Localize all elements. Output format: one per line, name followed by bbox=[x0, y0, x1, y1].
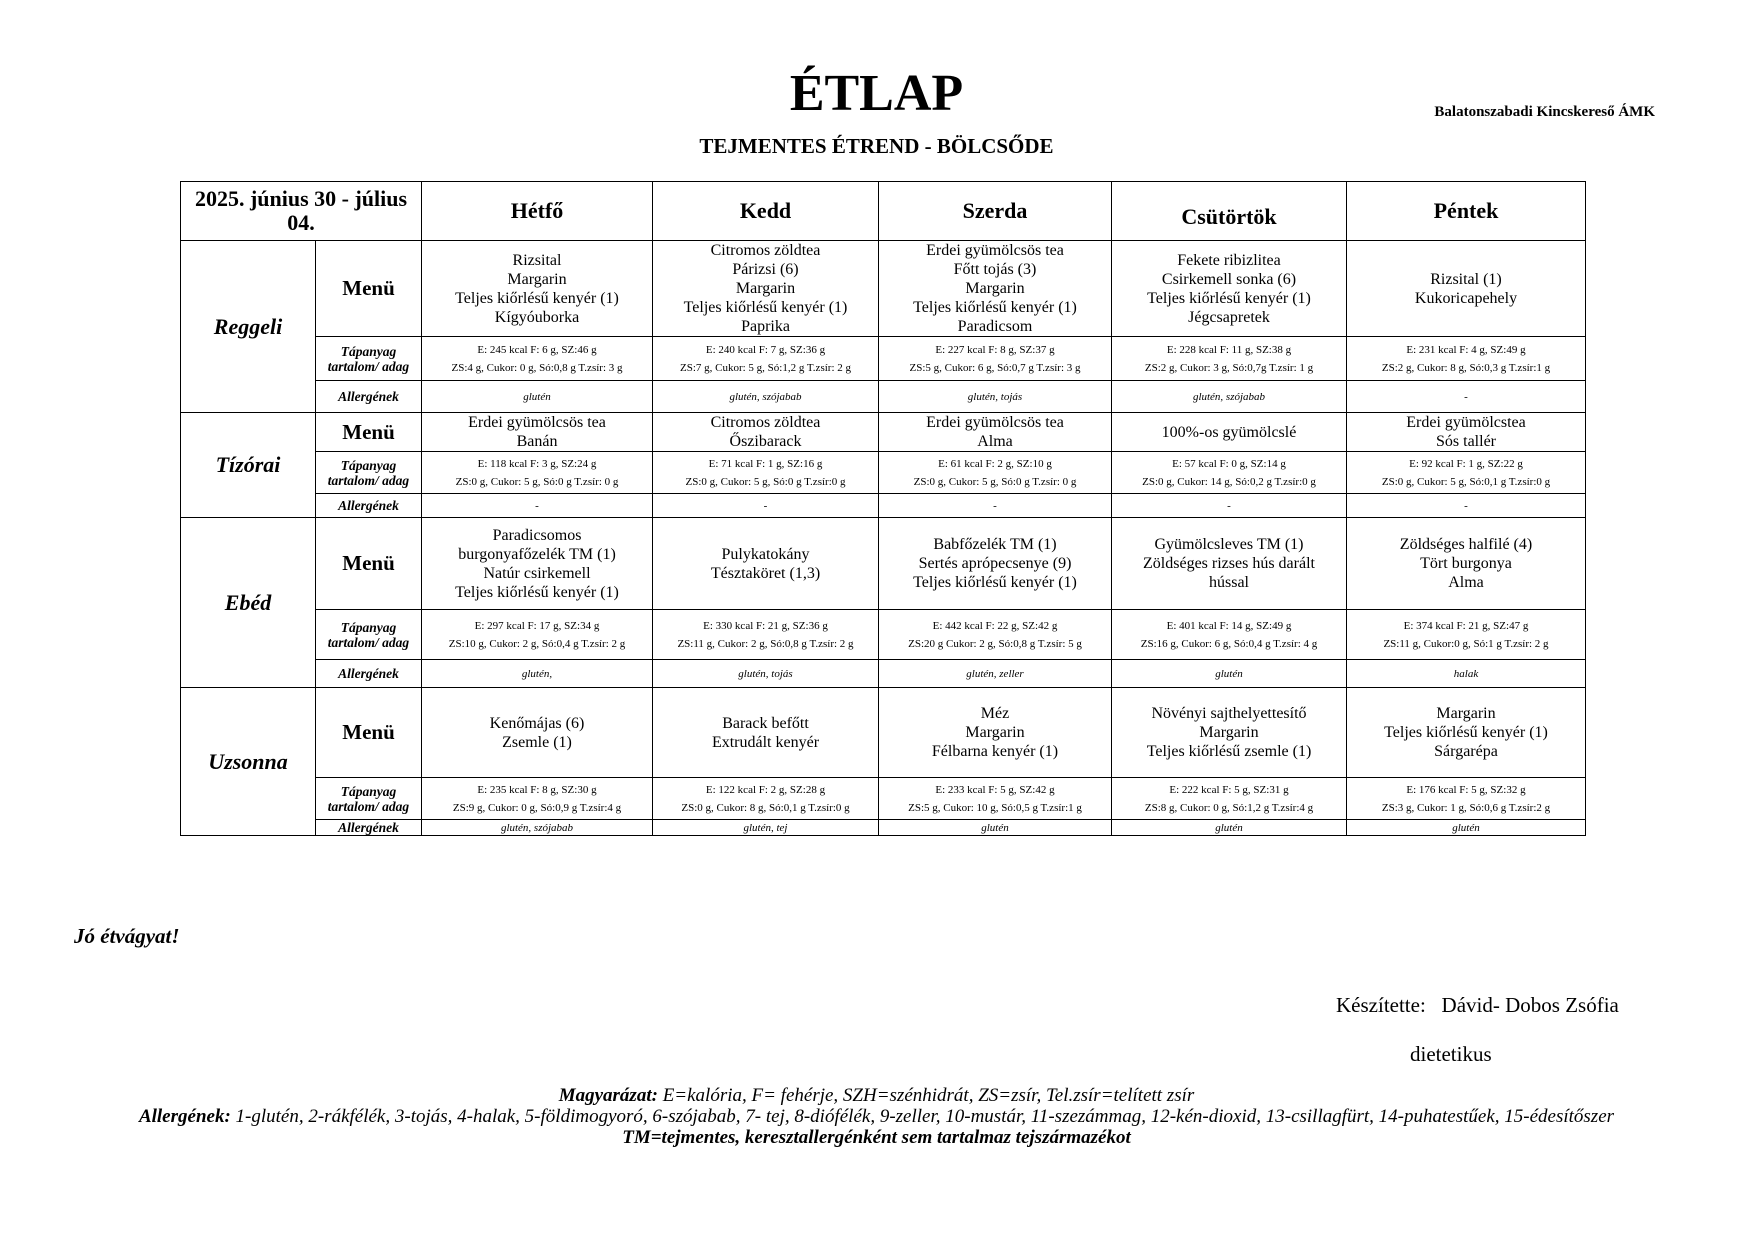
row-label-menu: Menü bbox=[316, 413, 422, 452]
menu-item: Teljes kiőrlésű zsemle (1) bbox=[1146, 743, 1312, 760]
menu-item: Sárgarépa bbox=[1434, 743, 1498, 760]
menu-cell-thursday bbox=[1112, 413, 1347, 452]
nutrient-cell-friday bbox=[1347, 452, 1586, 494]
nutrient-line: ZS:0 g, Cukor: 5 g, Só:0 g T.zsír: 0 g bbox=[455, 475, 619, 488]
menu-item: Tört burgonya bbox=[1420, 555, 1512, 572]
nutrient-line: ZS:11 g, Cukor: 2 g, Só:0,8 g T.zsír: 2 g bbox=[677, 637, 854, 650]
menu-cell-monday bbox=[422, 688, 653, 778]
nutrient-line: ZS:4 g, Cukor: 0 g, Só:0,8 g T.zsír: 3 g bbox=[451, 361, 623, 374]
greeting: Jó étvágyat! bbox=[74, 924, 180, 948]
allergen-legend-text: 1-glutén, 2-rákfélék, 3-tojás, 4-halak, 5-földimogyoró, 6-szójabab, 7- tej, 8-diófélék, 9-zeller, 10-mustár, 11-szezámmag, 12-kén-dioxid, 13-csillagfürt, 14-puhatestűek, 15-édesítőszer bbox=[230, 1106, 1615, 1127]
menu-item: Barack befőtt bbox=[722, 714, 809, 732]
menu-cell-tuesday bbox=[653, 518, 879, 610]
allergen-cell-tuesday: glutén, szójabab bbox=[653, 381, 879, 413]
menu-item: Teljes kiőrlésű kenyér (1) bbox=[1384, 724, 1548, 741]
menu-row bbox=[181, 241, 1586, 337]
menu-item: Félbarna kenyér (1) bbox=[931, 743, 1059, 760]
nutrient-line: E: 233 kcal F: 5 g, SZ:42 g bbox=[935, 783, 1055, 796]
nutrient-line: E: 71 kcal F: 1 g, SZ:16 g bbox=[708, 457, 823, 470]
menu-item: Margarin bbox=[735, 280, 796, 297]
menu-item: Babfőzelék TM (1) bbox=[933, 536, 1057, 553]
allergen-cell-monday: - bbox=[422, 494, 653, 518]
menu-item: Erdei gyümölcsös tea bbox=[926, 242, 1064, 259]
nutrient-line: ZS:0 g, Cukor: 5 g, Só:0,1 g T.zsír:0 g bbox=[1381, 475, 1551, 488]
menu-cell-friday bbox=[1347, 518, 1586, 610]
nutrient-cell-thursday bbox=[1112, 610, 1347, 660]
menu-cell-tuesday bbox=[653, 688, 879, 778]
allergen-cell-friday: halak bbox=[1347, 660, 1586, 688]
nutrient-cell-wednesday bbox=[879, 610, 1112, 660]
menu-item: Citromos zöldtea bbox=[710, 414, 821, 431]
menu-cell-friday bbox=[1347, 413, 1586, 452]
nutrient-line: ZS:5 g, Cukor: 6 g, Só:0,7 g T.zsír: 3 g bbox=[909, 361, 1081, 374]
menu-item: Pulykatokány bbox=[721, 545, 810, 563]
menu-item: Sertés aprópecsenye (9) bbox=[918, 555, 1072, 572]
allergen-row bbox=[181, 494, 1586, 518]
nutrient-cell-wednesday bbox=[879, 778, 1112, 820]
menu-item: Teljes kiőrlésű kenyér (1) bbox=[455, 583, 619, 601]
nutrient-cell-thursday bbox=[1112, 337, 1347, 381]
menu-item: Tésztaköret (1,3) bbox=[710, 564, 821, 582]
allergen-cell-monday: glutén, bbox=[422, 660, 653, 688]
nutrient-cell-friday bbox=[1347, 337, 1586, 381]
allergen-cell-monday: glutén bbox=[422, 381, 653, 413]
allergen-cell-friday: - bbox=[1347, 494, 1586, 518]
nutrient-line: ZS:0 g, Cukor: 14 g, Só:0,2 g T.zsír:0 g bbox=[1142, 475, 1316, 488]
menu-item: Jégcsapretek bbox=[1188, 308, 1270, 326]
allergen-row bbox=[181, 820, 1586, 836]
nutrient-row bbox=[181, 452, 1586, 494]
menu-item: Extrudált kenyér bbox=[711, 733, 820, 751]
allergen-cell-wednesday: - bbox=[879, 494, 1112, 518]
author: Készítette: Dávid- Dobos Zsófia bbox=[1336, 993, 1619, 1017]
menu-item: burgonyafőzelék TM (1) bbox=[458, 545, 616, 563]
nutrient-cell-thursday bbox=[1112, 778, 1347, 820]
menu-item: Margarin bbox=[965, 724, 1025, 741]
allergen-row bbox=[181, 660, 1586, 688]
menu-table bbox=[180, 181, 1586, 836]
menu-item: Méz bbox=[980, 705, 1010, 722]
nutrient-cell-monday bbox=[422, 610, 653, 660]
menu-item: Alma bbox=[1448, 574, 1484, 591]
menu-item: Citromos zöldtea bbox=[710, 242, 821, 259]
nutrient-line: ZS:3 g, Cukor: 1 g, Só:0,6 g T.zsír:2 g bbox=[1381, 801, 1551, 814]
nutrient-line: E: 222 kcal F: 5 g, SZ:31 g bbox=[1169, 783, 1289, 796]
row-label-nutrient: Tápanyag tartalom/ adag bbox=[316, 610, 422, 660]
menu-item: Erdei gyümölcsös tea bbox=[926, 414, 1064, 431]
legend-line bbox=[100, 1085, 1653, 1106]
tm-note: TM=tejmentes, keresztallergénként sem tartalmaz tejszármazékot bbox=[622, 1127, 1131, 1148]
menu-row bbox=[181, 518, 1586, 610]
legend-label: Magyarázat: bbox=[558, 1085, 658, 1106]
author-role: dietetikus bbox=[1410, 1042, 1492, 1066]
nutrient-line: ZS:9 g, Cukor: 0 g, Só:0,9 g T.zsír:4 g bbox=[452, 801, 622, 814]
nutrient-line: ZS:16 g, Cukor: 6 g, Só:0,4 g T.zsír: 4 g bbox=[1140, 637, 1318, 650]
allergen-cell-tuesday: - bbox=[653, 494, 879, 518]
nutrient-line: E: 374 kcal F: 21 g, SZ:47 g bbox=[1403, 619, 1529, 632]
allergen-cell-monday: glutén, szójabab bbox=[422, 820, 653, 836]
menu-item: Növényi sajthelyettesítő bbox=[1151, 705, 1307, 722]
nutrient-line: ZS:0 g, Cukor: 8 g, Só:0,1 g T.zsír:0 g bbox=[681, 801, 850, 814]
legend-text: E=kalória, F= fehérje, SZH=szénhidrát, ZS=zsír, Tel.zsír=telített zsír bbox=[657, 1085, 1195, 1106]
nutrient-cell-tuesday bbox=[653, 778, 879, 820]
nutrient-cell-thursday bbox=[1112, 452, 1347, 494]
nutrient-line: ZS:2 g, Cukor: 8 g, Só:0,3 g T.zsír:1 g bbox=[1381, 361, 1551, 374]
allergen-cell-wednesday: glutén, tojás bbox=[879, 381, 1112, 413]
nutrient-line: E: 61 kcal F: 2 g, SZ:10 g bbox=[938, 457, 1052, 470]
nutrient-cell-wednesday bbox=[879, 452, 1112, 494]
page-subtitle: TEJMENTES ÉTREND - BÖLCSŐDE bbox=[699, 134, 1054, 158]
row-label-allergens: Allergének bbox=[316, 660, 422, 688]
allergen-cell-thursday: - bbox=[1112, 494, 1347, 518]
nutrient-line: E: 401 kcal F: 14 g, SZ:49 g bbox=[1166, 619, 1292, 632]
allergen-cell-thursday: glutén bbox=[1112, 820, 1347, 836]
allergen-cell-thursday: glutén bbox=[1112, 660, 1347, 688]
menu-cell-wednesday bbox=[879, 688, 1112, 778]
menu-item: hússal bbox=[1209, 574, 1249, 591]
nutrient-line: E: 235 kcal F: 8 g, SZ:30 g bbox=[477, 783, 597, 796]
allergen-legend-label: Allergének: bbox=[138, 1106, 231, 1127]
day-header-friday: Péntek bbox=[1347, 182, 1586, 241]
menu-cell-friday bbox=[1347, 688, 1586, 778]
allergen-cell-friday: - bbox=[1347, 381, 1586, 413]
day-header-tuesday: Kedd bbox=[653, 182, 879, 241]
row-label-nutrient: Tápanyag tartalom/ adag bbox=[316, 337, 422, 381]
menu-row bbox=[181, 688, 1586, 778]
row-label-allergens: Allergének bbox=[316, 494, 422, 518]
row-label-allergens: Allergének bbox=[316, 381, 422, 413]
menu-row bbox=[181, 413, 1586, 452]
nutrient-cell-monday bbox=[422, 452, 653, 494]
nutrient-line: E: 240 kcal F: 7 g, SZ:36 g bbox=[705, 343, 826, 356]
row-label-nutrient: Tápanyag tartalom/ adag bbox=[316, 778, 422, 820]
menu-item: Kukoricapehely bbox=[1414, 289, 1518, 307]
menu-item: Zsemle (1) bbox=[502, 733, 572, 751]
menu-item: Sós tallér bbox=[1436, 433, 1496, 450]
row-label-allergens: Allergének bbox=[316, 820, 422, 836]
menu-cell-monday bbox=[422, 413, 653, 452]
nutrient-line: E: 118 kcal F: 3 g, SZ:24 g bbox=[477, 457, 597, 470]
nutrient-cell-friday bbox=[1347, 778, 1586, 820]
menu-cell-wednesday bbox=[879, 518, 1112, 610]
menu-item: Paradicsomos bbox=[492, 526, 582, 544]
nutrient-line: ZS:0 g, Cukor: 5 g, Só:0 g T.zsír: 0 g bbox=[913, 475, 1077, 488]
day-header-thursday: Csütörtök bbox=[1112, 182, 1347, 241]
allergen-cell-tuesday: glutén, tej bbox=[653, 820, 879, 836]
nutrient-line: ZS:20 g Cukor: 2 g, Só:0,8 g T.zsír: 5 g bbox=[908, 637, 1082, 650]
allergen-cell-tuesday: glutén, tojás bbox=[653, 660, 879, 688]
menu-item: Főtt tojás (3) bbox=[953, 261, 1037, 278]
nutrient-cell-tuesday bbox=[653, 452, 879, 494]
menu-item: 100%-os gyümölcslé bbox=[1161, 423, 1297, 441]
menu-item: Erdei gyümölcstea bbox=[1406, 414, 1526, 431]
allergen-cell-wednesday: glutén, zeller bbox=[879, 660, 1112, 688]
nutrient-cell-wednesday bbox=[879, 337, 1112, 381]
day-header-monday: Hétfő bbox=[422, 182, 653, 241]
meal-name: Tízórai bbox=[181, 413, 316, 518]
menu-item: Paradicsom bbox=[957, 318, 1033, 335]
menu-cell-monday bbox=[422, 241, 653, 337]
nutrient-cell-tuesday bbox=[653, 610, 879, 660]
page-title: ÉTLAP bbox=[789, 65, 964, 122]
nutrient-line: ZS:7 g, Cukor: 5 g, Só:1,2 g T.zsír: 2 g bbox=[679, 361, 851, 374]
menu-item: Teljes kiőrlésű kenyér (1) bbox=[683, 299, 848, 316]
nutrient-line: E: 227 kcal F: 8 g, SZ:37 g bbox=[935, 343, 1055, 356]
nutrient-line: E: 442 kcal F: 22 g, SZ:42 g bbox=[932, 619, 1058, 632]
allergen-cell-wednesday: glutén bbox=[879, 820, 1112, 836]
menu-item: Alma bbox=[977, 433, 1013, 450]
menu-item: Párizsi (6) bbox=[732, 261, 799, 278]
allergen-row bbox=[181, 381, 1586, 413]
row-label-menu: Menü bbox=[316, 518, 422, 610]
nutrient-line: E: 231 kcal F: 4 g, SZ:49 g bbox=[1406, 343, 1526, 356]
meal-name: Uzsonna bbox=[181, 688, 316, 836]
nutrient-cell-monday bbox=[422, 778, 653, 820]
header-row bbox=[181, 182, 1586, 241]
nutrient-cell-tuesday bbox=[653, 337, 879, 381]
row-label-menu: Menü bbox=[316, 241, 422, 337]
menu-item: Margarin bbox=[965, 280, 1025, 297]
menu-item: Margarin bbox=[507, 270, 567, 288]
day-header-wednesday: Szerda bbox=[879, 182, 1112, 241]
nutrient-cell-monday bbox=[422, 337, 653, 381]
menu-item: Paprika bbox=[741, 318, 790, 335]
meal-name: Reggeli bbox=[181, 241, 316, 413]
menu-cell-tuesday bbox=[653, 241, 879, 337]
menu-item: Rizsital (1) bbox=[1430, 270, 1502, 288]
menu-item: Rizsital bbox=[512, 251, 562, 269]
nutrient-line: E: 92 kcal F: 1 g, SZ:22 g bbox=[1409, 457, 1523, 470]
menu-item: Natúr csirkemell bbox=[483, 564, 591, 582]
menu-item: Őszibarack bbox=[729, 433, 802, 450]
nutrient-line: ZS:0 g, Cukor: 5 g, Só:0 g T.zsír:0 g bbox=[685, 475, 846, 488]
nutrient-line: ZS:10 g, Cukor: 2 g, Só:0,4 g T.zsír: 2 g bbox=[448, 637, 626, 650]
nutrient-row bbox=[181, 610, 1586, 660]
menu-cell-tuesday bbox=[653, 413, 879, 452]
menu-item: Margarin bbox=[1436, 705, 1496, 722]
menu-cell-thursday bbox=[1112, 688, 1347, 778]
nutrient-line: E: 245 kcal F: 6 g, SZ:46 g bbox=[477, 343, 597, 356]
legend bbox=[100, 1085, 1653, 1148]
nutrient-cell-friday bbox=[1347, 610, 1586, 660]
menu-item: Gyümölcsleves TM (1) bbox=[1154, 536, 1304, 553]
menu-cell-thursday bbox=[1112, 241, 1347, 337]
nutrient-row bbox=[181, 778, 1586, 820]
allergen-cell-friday: glutén bbox=[1347, 820, 1586, 836]
allergen-cell-thursday: glutén, szójabab bbox=[1112, 381, 1347, 413]
nutrient-line: E: 297 kcal F: 17 g, SZ:34 g bbox=[474, 619, 600, 632]
allergen-legend bbox=[100, 1106, 1653, 1127]
menu-item: Zöldséges halfilé (4) bbox=[1399, 536, 1533, 553]
date-range: 2025. június 30 - július 04. bbox=[181, 182, 422, 241]
nutrient-line: E: 330 kcal F: 21 g, SZ:36 g bbox=[703, 619, 828, 632]
menu-cell-wednesday bbox=[879, 241, 1112, 337]
menu-item: Teljes kiőrlésű kenyér (1) bbox=[1147, 289, 1311, 307]
row-label-nutrient: Tápanyag tartalom/ adag bbox=[316, 452, 422, 494]
row-label-menu: Menü bbox=[316, 688, 422, 778]
menu-item: Kenőmájas (6) bbox=[489, 714, 585, 732]
menu-cell-thursday bbox=[1112, 518, 1347, 610]
meal-name: Ebéd bbox=[181, 518, 316, 688]
nutrient-line: E: 176 kcal F: 5 g, SZ:32 g bbox=[1406, 783, 1526, 796]
nutrient-line: ZS:11 g, Cukor:0 g, Só:1 g T.zsír: 2 g bbox=[1383, 637, 1549, 650]
menu-item: Banán bbox=[516, 433, 558, 450]
institution-name: Balatonszabadi Kincskereső ÁMK bbox=[1434, 104, 1655, 120]
menu-item: Erdei gyümölcsös tea bbox=[468, 414, 606, 431]
menu-item: Teljes kiőrlésű kenyér (1) bbox=[913, 299, 1077, 316]
nutrient-row bbox=[181, 337, 1586, 381]
menu-item: Kígyóuborka bbox=[494, 308, 580, 326]
menu-cell-monday bbox=[422, 518, 653, 610]
nutrient-line: E: 57 kcal F: 0 g, SZ:14 g bbox=[1172, 457, 1286, 470]
menu-item: Teljes kiőrlésű kenyér (1) bbox=[455, 289, 619, 307]
nutrient-line: ZS:2 g, Cukor: 3 g, Só:0,7g T.zsír: 1 g bbox=[1144, 361, 1314, 374]
menu-item: Zöldséges rizses hús darált bbox=[1143, 555, 1315, 572]
menu-cell-friday bbox=[1347, 241, 1586, 337]
nutrient-line: ZS:5 g, Cukor: 10 g, Só:0,5 g T.zsír:1 g bbox=[908, 801, 1082, 814]
nutrient-line: E: 122 kcal F: 2 g, SZ:28 g bbox=[705, 783, 826, 796]
menu-cell-wednesday bbox=[879, 413, 1112, 452]
menu-item: Fekete ribizlitea bbox=[1177, 251, 1281, 269]
menu-item: Csirkemell sonka (6) bbox=[1161, 270, 1297, 288]
menu-item: Teljes kiőrlésű kenyér (1) bbox=[913, 574, 1077, 591]
nutrient-line: ZS:8 g, Cukor: 0 g, Só:1,2 g T.zsír:4 g bbox=[1144, 801, 1314, 814]
menu-item: Margarin bbox=[1199, 724, 1259, 741]
nutrient-line: E: 228 kcal F: 11 g, SZ:38 g bbox=[1166, 343, 1292, 356]
